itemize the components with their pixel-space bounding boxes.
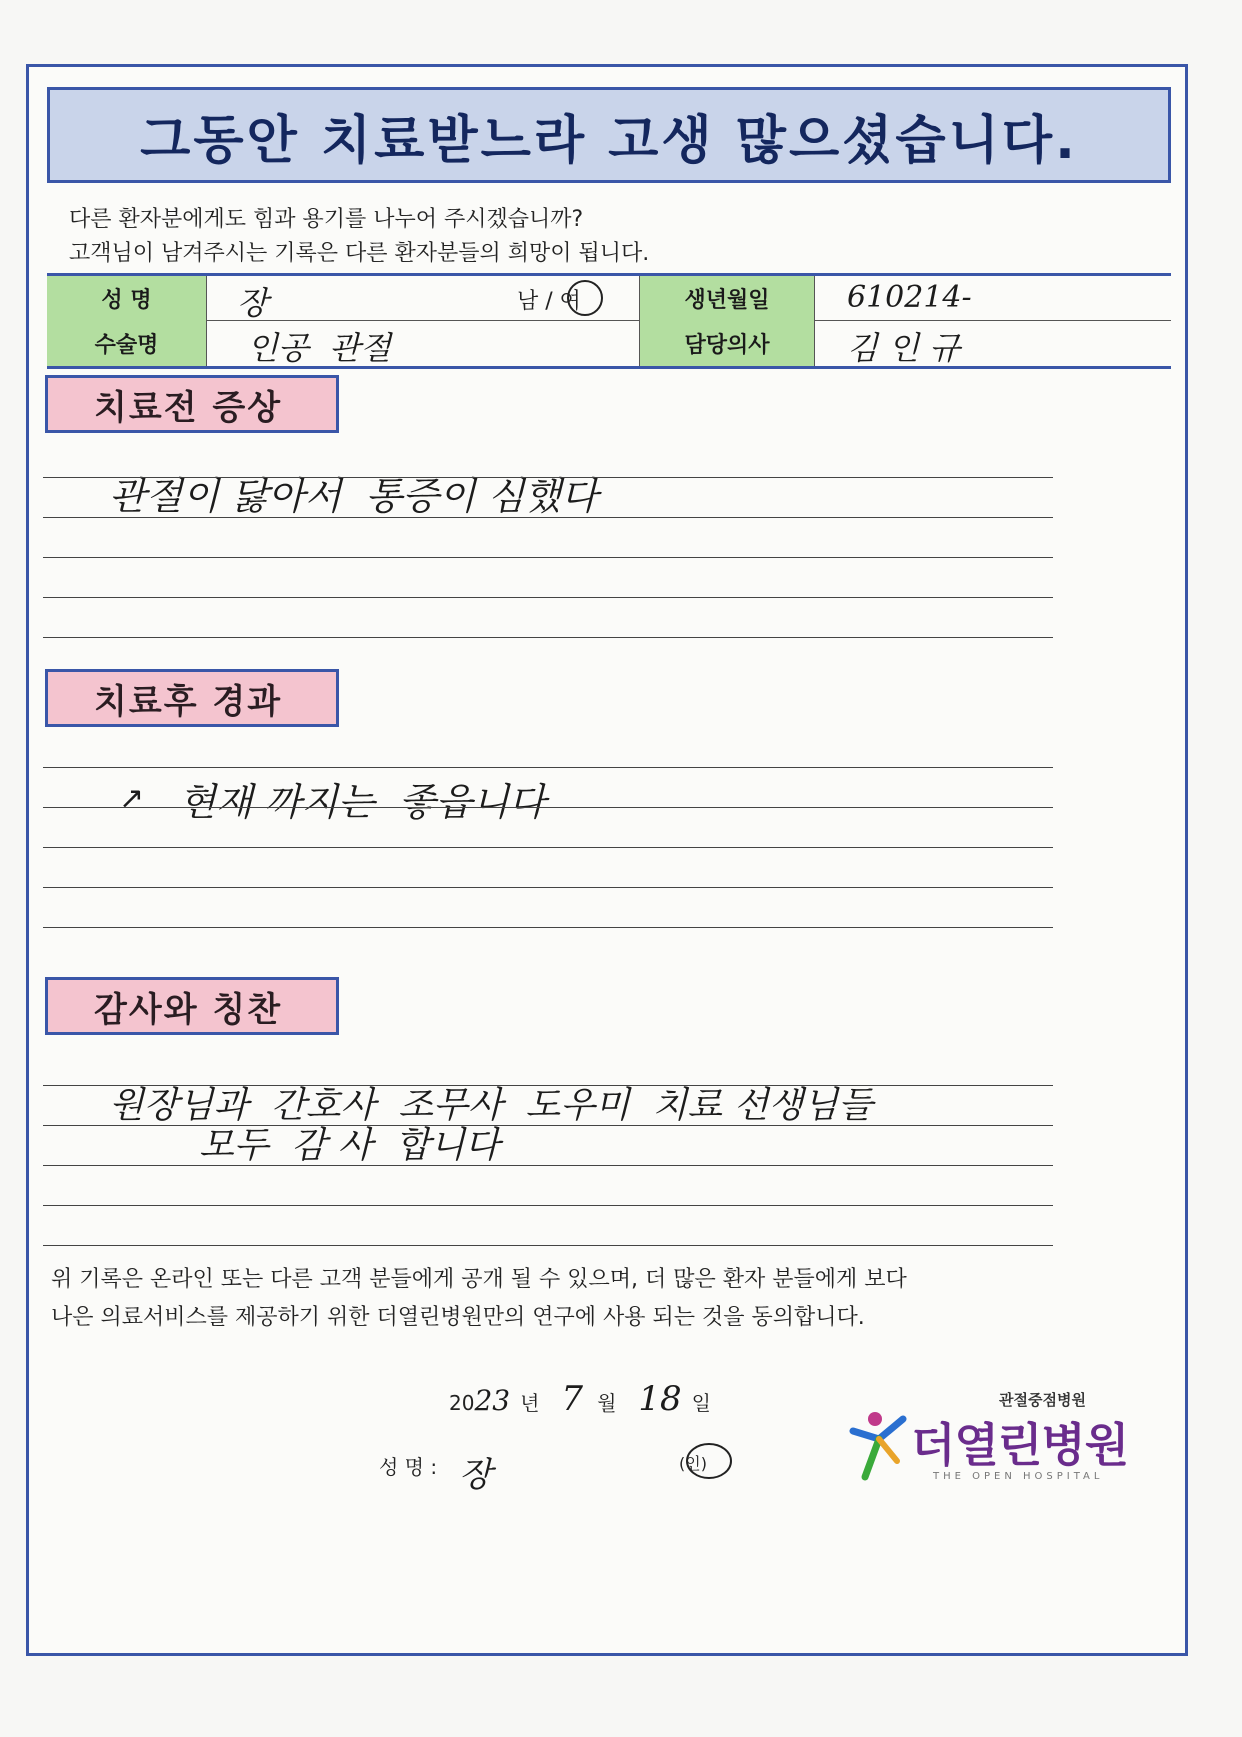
intro-text	[69, 203, 649, 271]
gender-field[interactable]	[517, 284, 581, 315]
surgery-label: 수술명	[47, 321, 207, 366]
line	[43, 597, 1053, 598]
line	[43, 847, 1053, 848]
month-label: 월	[597, 1391, 617, 1415]
before-text[interactable]: 관절이 닳아서 통증이 심했다	[109, 474, 598, 518]
birth-label: 생년월일	[639, 276, 815, 321]
after-text[interactable]: 현재 까지는 좋읍니다	[179, 780, 546, 824]
line	[43, 807, 1053, 808]
section-label-after: 치료후 경과	[45, 669, 339, 727]
name-label: 성 명	[47, 276, 207, 321]
year-prefix: 20	[449, 1391, 475, 1415]
birth-value[interactable]: 610214-	[847, 280, 972, 315]
seal-text: (인)	[679, 1454, 707, 1473]
surgery-value[interactable]: 인공 관절	[247, 329, 391, 367]
arrow-mark: ↗	[119, 781, 145, 816]
intro-line-1: 다른 환자분에게도 힘과 용기를 나누어 주시겠습니까?	[69, 207, 584, 232]
title-banner	[47, 87, 1171, 183]
year-hand[interactable]: 23	[474, 1384, 511, 1417]
gender-options: 남 / 여	[517, 289, 581, 314]
info-row-surgery	[47, 321, 1171, 366]
name-value[interactable]: 장	[237, 284, 268, 322]
line	[43, 1125, 1053, 1126]
gender-circle-mark	[565, 278, 605, 318]
person-logo-icon	[849, 1409, 911, 1483]
line	[43, 1245, 1053, 1246]
day-hand[interactable]: 18	[638, 1379, 682, 1419]
line	[43, 477, 1053, 478]
day-label: 일	[691, 1391, 711, 1415]
consent-text	[51, 1261, 907, 1337]
page-title: 그동안 치료받느라 고생 많으셨습니다.	[140, 110, 1078, 171]
line	[43, 1165, 1053, 1166]
line	[43, 767, 1053, 768]
thanks-text-line-1[interactable]: 원장님과 간호사 조무사 도우미 치료 선생님들	[109, 1085, 873, 1126]
signature-line	[379, 1451, 707, 1495]
year-label: 년	[520, 1391, 540, 1415]
logo-english: THE OPEN HOSPITAL	[933, 1471, 1104, 1482]
section-label-before: 치료전 증상	[45, 375, 339, 433]
patient-info-table	[47, 273, 1171, 369]
info-row-name	[47, 276, 1171, 321]
intro-line-2: 고객님이 남겨주시는 기록은 다른 환자분들의 희망이 됩니다.	[69, 241, 650, 266]
consent-line-1: 위 기록은 온라인 또는 다른 고객 분들에게 공개 될 수 있으며, 더 많은 환자 분들에게 보다	[51, 1267, 907, 1292]
line	[43, 637, 1053, 638]
form-frame	[26, 64, 1188, 1656]
date-line	[449, 1379, 711, 1419]
doctor-label: 담당의사	[639, 321, 815, 366]
line	[43, 517, 1053, 518]
line	[43, 557, 1053, 558]
doctor-value[interactable]: 김 인 규	[847, 329, 961, 367]
seal-scribble	[675, 1439, 735, 1483]
line	[43, 927, 1053, 928]
consent-line-2: 나은 의료서비스를 제공하기 위한 더열린병원만의 연구에 사용 되는 것을 동의합니다.	[51, 1305, 865, 1330]
section-label-thanks: 감사와 칭찬	[45, 977, 339, 1035]
month-hand[interactable]: 7	[561, 1379, 584, 1419]
logo-name: 더열린병원	[911, 1418, 1129, 1472]
thanks-text-line-2[interactable]: 모두 감 사 합니다	[199, 1125, 500, 1166]
line	[43, 1085, 1053, 1086]
signature-label: 성 명 :	[379, 1455, 438, 1479]
logo-tagline: 관절중점병원	[999, 1391, 1086, 1409]
line	[43, 1205, 1053, 1206]
line	[43, 887, 1053, 888]
signature-name[interactable]: 장	[459, 1455, 492, 1495]
hospital-logo	[849, 1389, 1149, 1509]
